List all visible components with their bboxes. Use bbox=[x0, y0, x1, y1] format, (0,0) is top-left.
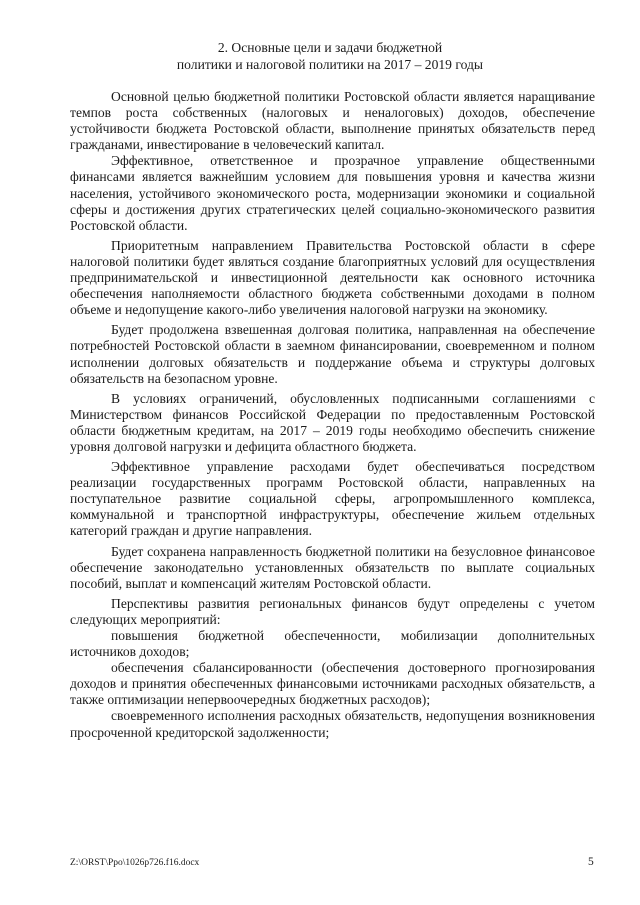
paragraph-tax-policy: Приоритетным направлением Правительства Ростовской области в сфере налоговой политики будет являться создание благоприятных условий для осуществления предпринимательской и инвестиционной деятельности как основного источника обеспечения наполняемости областного бюджета собственными доходами в полном объеме и недопущение какого-либо увеличения налоговой нагрузки на экономику. bbox=[70, 237, 595, 318]
page-number: 5 bbox=[588, 856, 594, 868]
paragraph-debt-policy: Будет продолжена взвешенная долговая политика, направленная на обеспечение потребностей Ростовской области в заемном финансировании, своевременном и полном исполнении долговых обязательств и поддержание объема и структуры долговых обязательств на безопасном уровне. bbox=[70, 322, 595, 386]
paragraph-expenditure-management: Эффективное управление расходами будет обеспечиваться посредством реализации государственных программ Ростовской области, направленных на поступательное развитие социальной сферы, агропромышленного комплекса, коммунальной и транспортной инфраструктуры, обеспечение жильем отдельных категорий граждан и другие направления. bbox=[70, 459, 595, 539]
section-heading-line-2: политики и налоговой политики на 2017 – 2019 годы bbox=[176, 57, 484, 72]
footer-file-path: Z:\ORST\Ppo\1026p726.f16.docx bbox=[70, 858, 200, 868]
paragraph-social-obligations: Будет сохранена направленность бюджетной политики на безусловное финансовое обеспечение законодательно установленных обязательств по выплате социальных пособий, выплат и компенсаций жителям Ростовской области. bbox=[70, 543, 595, 591]
section-heading bbox=[60, 39, 600, 73]
paragraph-finance-management: Эффективное, ответственное и прозрачное управление общественными финансами является важнейшим условием для повышения уровня и качества жизни населения, устойчивого экономического роста, модернизации экономики и социальной сферы и достижения других стратегических целей социально-экономического развития Ростовской области. bbox=[70, 153, 595, 233]
list-item-budget-provision: повышения бюджетной обеспеченности, мобилизации дополнительных источников доходов; bbox=[70, 628, 595, 660]
list-item-timely-execution: своевременного исполнения расходных обязательств, недопущения возникновения просроченной кредиторской задолженности; bbox=[70, 708, 595, 740]
paragraph-budget-credits: В условиях ограничений, обусловленных подписанными соглашениями с Министерством финансов Российской Федерации по предоставленным Ростовской области бюджетным кредитам, на 2017 – 2019 годы необходимо обеспечить снижение уровня долговой нагрузки и дефицита областного бюджета. bbox=[70, 390, 595, 454]
body-text bbox=[70, 89, 595, 741]
paragraph-main-goal: Основной целью бюджетной политики Ростовской области является наращивание темпов роста собственных (налоговых и неналоговых) доходов, обеспечение устойчивости бюджета Ростовской области, выполнение принятых обязательств перед гражданами, инвестирование в человеческий капитал. bbox=[70, 89, 595, 153]
paragraph-perspectives: Перспективы развития региональных финансов будут определены с учетом следующих мероприятий: bbox=[70, 595, 595, 627]
list-item-balance: обеспечения сбалансированности (обеспечения достоверного прогнозирования доходов и принятия обеспеченных финансовыми источниками расходных обязательств, а также оптимизации непервоочередных бюджетных расходов); bbox=[70, 660, 595, 708]
section-heading-line-1: 2. Основные цели и задачи бюджетной bbox=[217, 40, 443, 55]
